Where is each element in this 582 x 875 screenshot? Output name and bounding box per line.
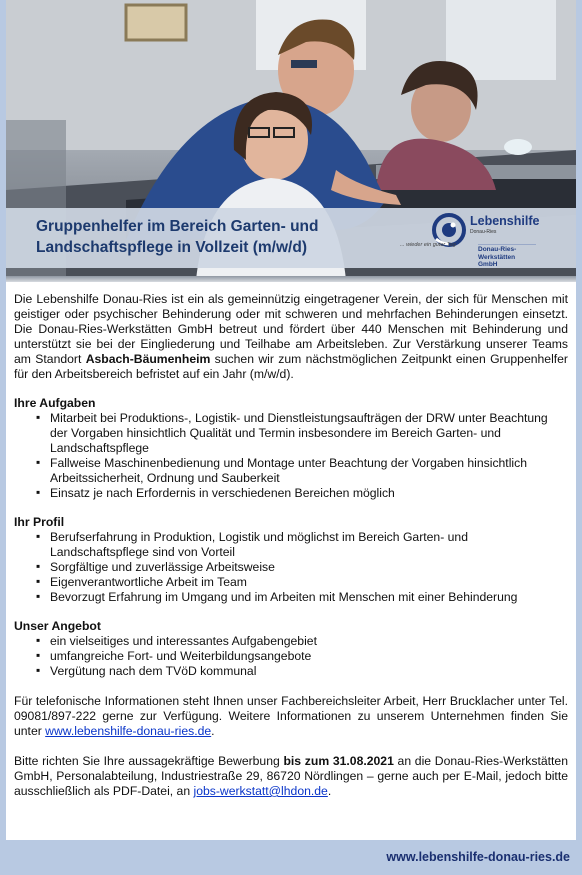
email-link[interactable]: jobs-werkstatt@lhdon.de bbox=[193, 784, 328, 798]
logo-company-line-1: Donau-Ries- bbox=[478, 246, 517, 253]
list-item: ▪ ein vielseitiges und interessantes Aufgabengebiet bbox=[36, 634, 568, 649]
website-link[interactable]: www.lebenshilfe-donau-ries.de bbox=[45, 724, 212, 738]
intro-location: Asbach-Bäumenheim bbox=[85, 352, 211, 366]
logo-slogan: ... wieder ein guter Tag bbox=[400, 242, 456, 248]
application-text-3: . bbox=[327, 784, 332, 798]
intro-paragraph bbox=[14, 292, 568, 382]
contact-text-1: Für telefonische Informationen steht Ihnen unser Fachbereichsleiter Arbeit, Herr Brucklacher unter Tel. 09081/897-222 gerne zur Verfügung. Weitere Informationen zu unserem Unternehmen finden Sie unter bbox=[14, 694, 568, 738]
application-paragraph bbox=[14, 754, 568, 799]
contact-paragraph bbox=[14, 694, 568, 739]
list-aufgaben bbox=[36, 411, 568, 501]
list-item: ▪ Berufserfahrung in Produktion, Logistik und möglichst im Bereich Garten- und Landschaftspflege sind von Vorteil bbox=[36, 530, 568, 560]
list-profil bbox=[36, 530, 568, 605]
logo-company bbox=[478, 244, 536, 269]
list-item: ▪ Vergütung nach dem TVöD kommunal bbox=[36, 664, 568, 679]
job-posting bbox=[6, 0, 576, 840]
job-title-line-2: Landschaftspflege in Vollzeit (m/w/d) bbox=[36, 239, 307, 256]
section-heading-profil: Ihr Profil bbox=[14, 515, 65, 529]
job-title bbox=[36, 216, 396, 258]
intro-text-2: suchen wir zum nächstmöglichen Zeitpunkt einen Gruppenhelfer für den Arbeitsbereich befristet auf ein Jahr (m/w/d). bbox=[14, 352, 568, 381]
company-logo bbox=[398, 210, 574, 266]
list-item: ▪ Bevorzugt Erfahrung im Umgang und im Arbeiten mit Menschen mit einer Behinderung bbox=[36, 590, 568, 605]
footer-website-link[interactable]: www.lebenshilfe-donau-ries.de bbox=[386, 850, 570, 864]
application-deadline: bis zum 31.08.2021 bbox=[283, 754, 394, 768]
posting-body bbox=[14, 292, 568, 799]
list-angebot bbox=[36, 634, 568, 679]
list-item: ▪ umfangreiche Fort- und Weiterbildungsangebote bbox=[36, 649, 568, 664]
application-text-1: Bitte richten Sie Ihre aussagekräftige Bewerbung bbox=[14, 754, 284, 768]
section-heading-aufgaben: Ihre Aufgaben bbox=[14, 396, 96, 410]
job-title-line-1: Gruppenhelfer im Bereich Garten- und bbox=[36, 218, 319, 235]
logo-sub: Donau-Ries bbox=[470, 229, 497, 235]
list-item: ▪ Fallweise Maschinenbedienung und Montage unter Beachtung der Vorgaben hinsichtlich Arbeitssicherheit, Ordnung und Sauberkeit bbox=[36, 456, 568, 486]
application-text-2: an die Donau-Ries-Werkstätten GmbH, Personalabteilung, Industriestraße 29, 86720 Nördlingen – gerne auch per E-Mail, jedoch bitte ausschließlich als PDF-Datei, an bbox=[14, 754, 568, 798]
list-item: ▪ Eigenverantwortliche Arbeit im Team bbox=[36, 575, 568, 590]
intro-text-1: Die Lebenshilfe Donau-Ries ist ein als gemeinnützig eingetragener Verein, der sich für Menschen mit geistiger oder psychischer Behinderung oder mit schweren und mehrfachen Behinderungen einsetzt. Die Donau-Ries-Werkstätten GmbH betreut und fördert über 440 Menschen mit Behinderung und unterstützt sie bei der Eingliederung und Teilhabe am Arbeitsleben. Zur Verstärkung unserer Teams am Standort bbox=[14, 292, 568, 366]
list-item: ▪ Sorgfältige und zuverlässige Arbeitsweise bbox=[36, 560, 568, 575]
header-divider bbox=[6, 276, 576, 282]
contact-text-2: . bbox=[211, 724, 215, 738]
list-item: ▪ Mitarbeit bei Produktions-, Logistik- und Dienstleistungsaufträgen der DRW unter Beachtung der Vorgaben hinsichtlich Qualität und Termin insbesondere im Bereich Garten- und Landschaftspflege bbox=[36, 411, 568, 456]
section-heading-angebot: Unser Angebot bbox=[14, 619, 101, 633]
logo-name: Lebenshilfe bbox=[470, 214, 540, 228]
list-item: ▪ Einsatz je nach Erfordernis in verschiedenen Bereichen möglich bbox=[36, 486, 568, 501]
logo-company-line-2: Werkstätten GmbH bbox=[478, 253, 516, 268]
